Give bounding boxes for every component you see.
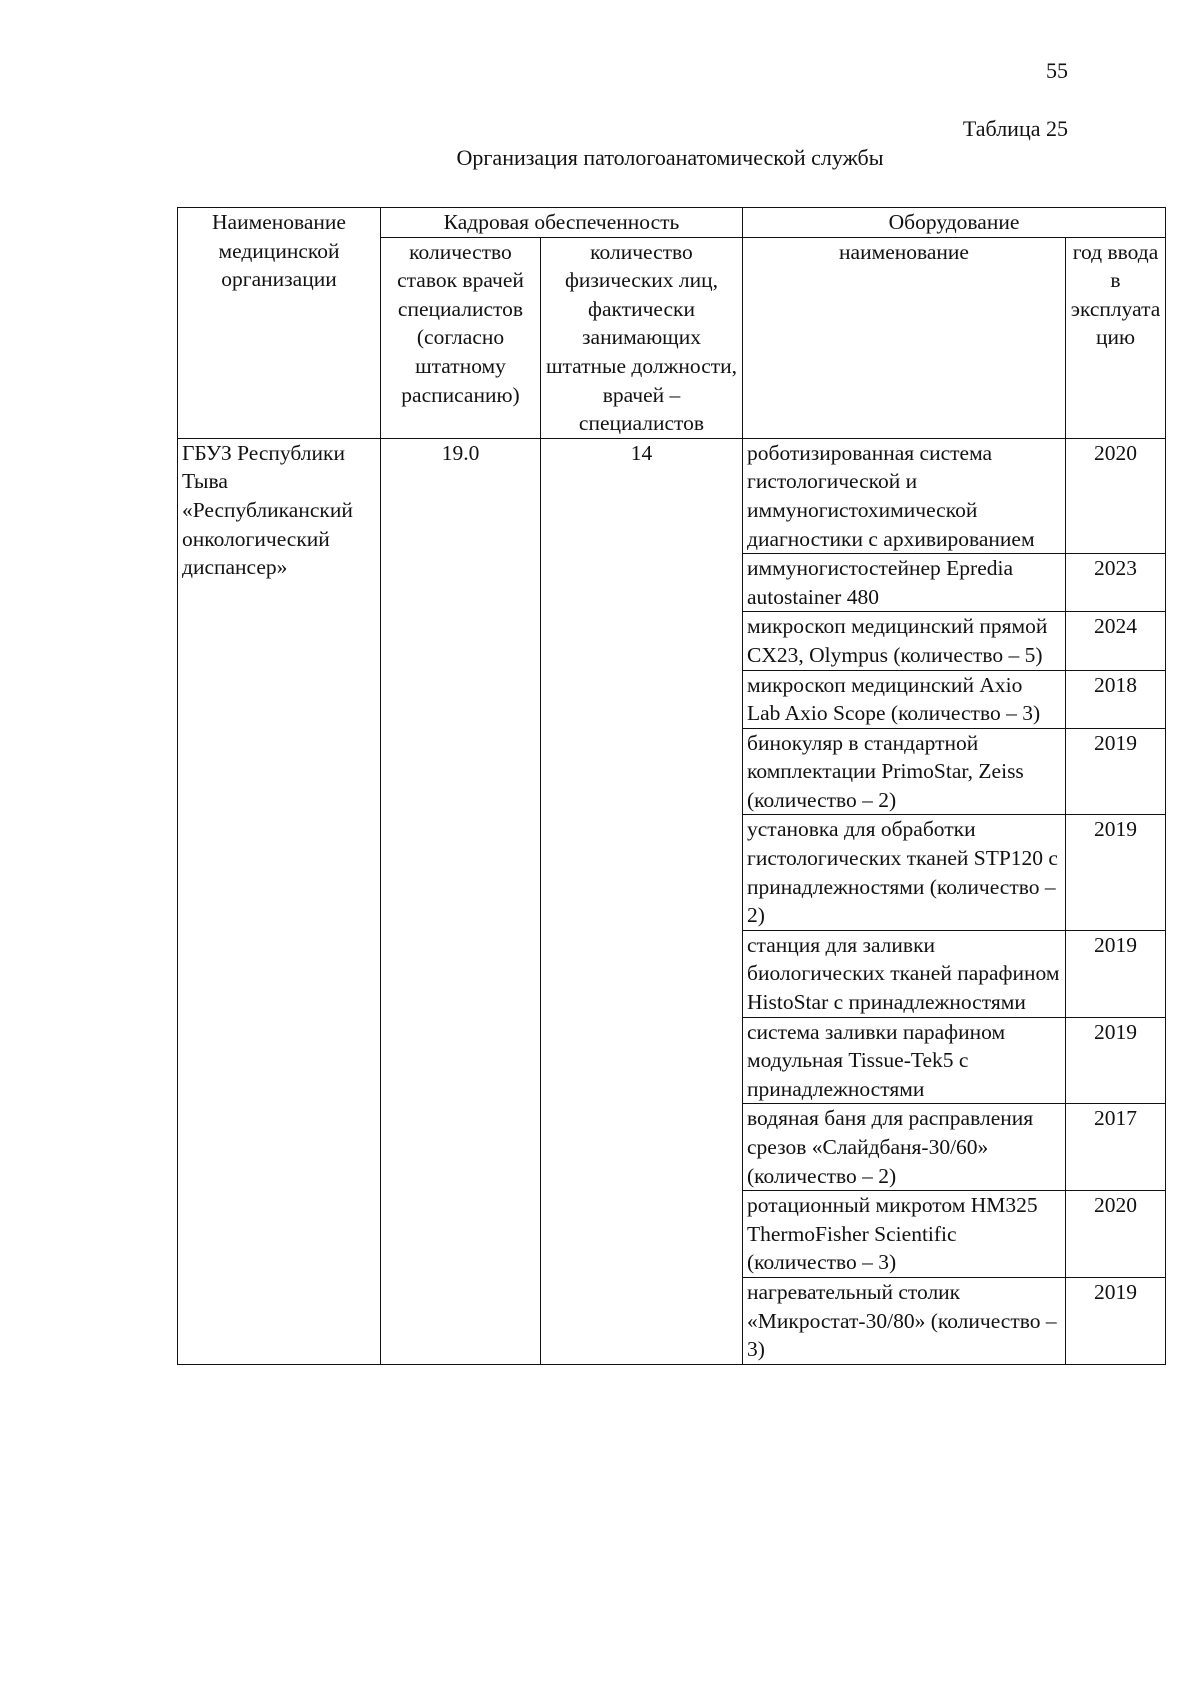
header-equipment-name: наименование <box>743 237 1066 438</box>
document-title: Организация патологоанатомической службы <box>456 145 884 170</box>
header-rates: количество ставок врачей специалистов (согласно штатному расписанию) <box>381 237 541 438</box>
equipment-name: ротационный микротом HM325 ThermoFisher Scientific (количество – 3) <box>743 1191 1066 1278</box>
equipment-name: нагревательный столик «Микростат-30/80» (количество – 3) <box>743 1277 1066 1364</box>
staff-persons-value: 14 <box>541 438 743 1364</box>
header-equipment: Оборудование <box>743 208 1166 238</box>
header-row-1 <box>178 208 1166 238</box>
equipment-year: 2020 <box>1066 438 1166 553</box>
equipment-year: 2019 <box>1066 1277 1166 1364</box>
table-row <box>178 438 1166 553</box>
page-number: 55 <box>1046 58 1068 83</box>
equipment-year: 2020 <box>1066 1191 1166 1278</box>
equipment-name: система заливки парафином модульная Tissue-Tek5 с принадлежностями <box>743 1017 1066 1104</box>
equipment-year: 2023 <box>1066 554 1166 612</box>
equipment-name: микроскоп медицинский Axio Lab Axio Scope (количество – 3) <box>743 670 1066 728</box>
equipment-year: 2019 <box>1066 930 1166 1017</box>
equipment-name: станция для заливки биологических тканей парафином HistoStar с принадлежностями <box>743 930 1066 1017</box>
equipment-name: иммуногистостейнер Epredia autostainer 480 <box>743 554 1066 612</box>
equipment-name: микроскоп медицинский прямой CX23, Olympus (количество – 5) <box>743 612 1066 670</box>
header-org-name: Наименование медицинской организации <box>178 208 381 439</box>
header-year: год ввода в эксплуатацию <box>1066 237 1166 438</box>
equipment-year: 2019 <box>1066 1017 1166 1104</box>
equipment-year: 2024 <box>1066 612 1166 670</box>
equipment-year: 2019 <box>1066 728 1166 815</box>
pathology-service-table <box>177 207 1166 1365</box>
organization-name: ГБУЗ Республики Тыва «Республиканский онкологический диспансер» <box>178 438 381 1364</box>
equipment-name: роботизированная система гистологической и иммуногистохимической диагностики с архивированием <box>743 438 1066 553</box>
header-staffing: Кадровая обеспеченность <box>381 208 743 238</box>
equipment-year: 2019 <box>1066 815 1166 930</box>
staff-rates-value: 19.0 <box>381 438 541 1364</box>
equipment-name: установка для обработки гистологических тканей STP120 с принадлежностями (количество – 2) <box>743 815 1066 930</box>
header-persons: количество физических лиц, фактически занимающих штатные должности, врачей – специалистов <box>541 237 743 438</box>
table-label: Таблица 25 <box>962 116 1068 141</box>
equipment-year: 2018 <box>1066 670 1166 728</box>
equipment-year: 2017 <box>1066 1104 1166 1191</box>
equipment-name: бинокуляр в стандартной комплектации PrimoStar, Zeiss (количество – 2) <box>743 728 1066 815</box>
equipment-name: водяная баня для расправления срезов «Слайдбаня-30/60» (количество – 2) <box>743 1104 1066 1191</box>
